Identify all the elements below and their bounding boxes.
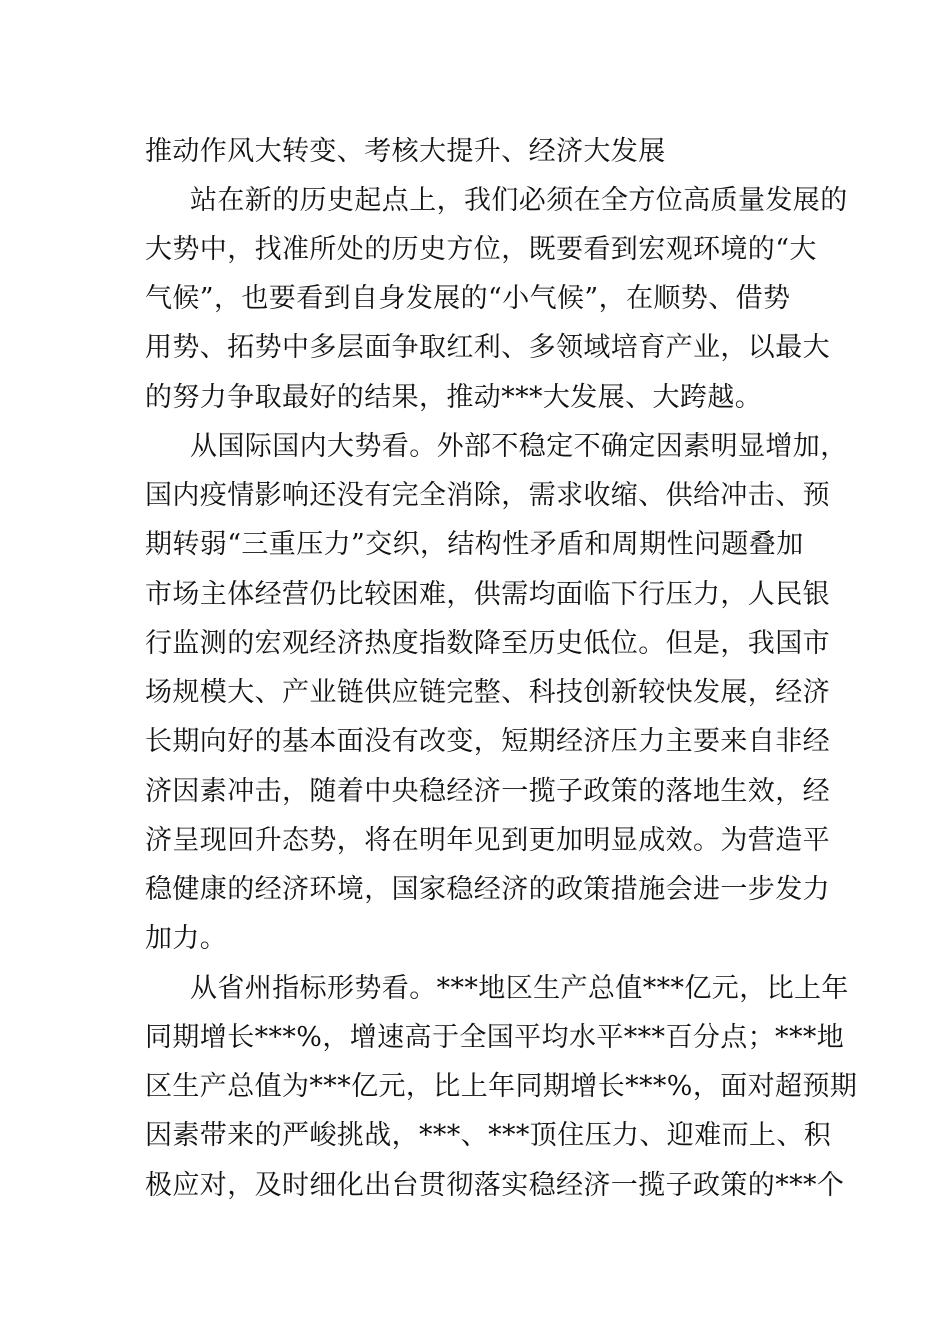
paragraph-line: 区生产总值为***亿元，比上年同期增长***%，面对超预期	[145, 1071, 858, 1102]
paragraph-line: 气候”，也要看到自身发展的“小气候”，在顺势、借势	[145, 283, 791, 314]
paragraph-line: 极应对，及时细化出台贯彻落实稳经济一揽子政策的***个	[145, 1170, 845, 1201]
paragraph-line: 加力。	[145, 923, 228, 954]
paragraph-line: 期转弱“三重压力”交织，结构性矛盾和周期性问题叠加	[145, 529, 804, 560]
paragraph-line: 济因素冲击，随着中央稳经济一揽子政策的落地生效，经	[145, 776, 830, 807]
paragraph-line: 济呈现回升态势，将在明年见到更加明显成效。为营造平	[145, 825, 830, 856]
paragraph-line: 因素带来的严峻挑战，***、***顶住压力、迎难而上、积	[145, 1120, 832, 1151]
paragraph-line: 场规模大、产业链供应链完整、科技创新较快发展，经济	[145, 677, 830, 708]
paragraph-line: 长期向好的基本面没有改变，短期经济压力主要来自非经	[145, 726, 830, 757]
paragraph-line: 的努力争取最好的结果，推动***大发展、大跨越。	[145, 382, 763, 413]
paragraph-line: 国内疫情影响还没有完全消除，需求收缩、供给冲击、预	[145, 480, 830, 511]
paragraph-line: 同期增长***%，增速高于全国平均水平***百分点；***地	[145, 1022, 845, 1053]
section-heading: 推动作风大转变、考核大提升、经济大发展	[145, 136, 666, 167]
paragraph-line: 从省州指标形势看。***地区生产总值***亿元，比上年	[190, 973, 849, 1004]
paragraph-line: 从国际国内大势看。外部不稳定不确定因素明显增加，	[190, 431, 848, 462]
paragraph-line: 行监测的宏观经济热度指数降至历史低位。但是，我国市	[145, 628, 830, 659]
paragraph-line: 用势、拓势中多层面争取红利、多领域培育产业，以最大	[145, 332, 830, 363]
paragraph-line: 稳健康的经济环境，国家稳经济的政策措施会进一步发力	[145, 874, 830, 905]
paragraph-line: 大势中，找准所处的历史方位，既要看到宏观环境的“大	[145, 234, 817, 265]
paragraph-line: 站在新的历史起点上，我们必须在全方位高质量发展的	[190, 185, 848, 216]
paragraph-line: 市场主体经营仍比较困难，供需均面临下行压力，人民银	[145, 579, 830, 610]
